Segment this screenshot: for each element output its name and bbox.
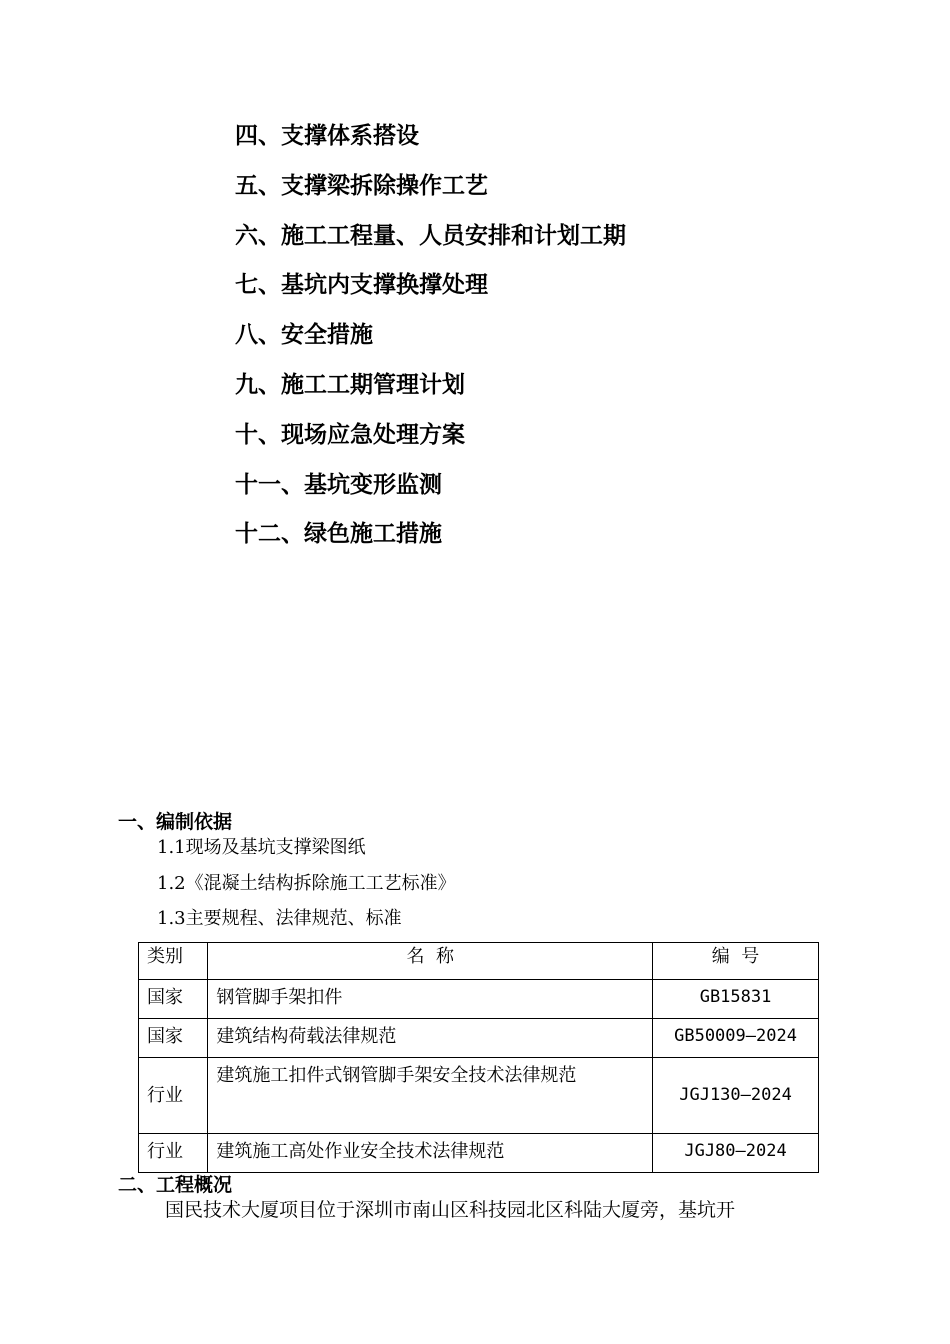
section-heading-basis: 一、编制依据 — [118, 811, 233, 833]
table-row — [139, 1134, 819, 1173]
table-row — [139, 980, 819, 1019]
table-row — [139, 1058, 819, 1134]
cell-name: 建筑施工高处作业安全技术法律规范 — [208, 1134, 653, 1173]
toc-item[interactable]: 八、安全措施 — [235, 322, 373, 349]
basis-item: 1.1现场及基坑支撑梁图纸 — [157, 837, 366, 858]
basis-item: 1.2《混凝土结构拆除施工工艺标准》 — [157, 873, 456, 894]
cell-category: 行业 — [139, 1058, 208, 1134]
toc-item[interactable]: 四、支撑体系搭设 — [235, 123, 419, 149]
cell-name: 建筑施工扣件式钢管脚手架安全技术法律规范 — [208, 1058, 653, 1134]
toc-item[interactable]: 七、基坑内支撑换撑处理 — [235, 272, 488, 299]
cell-category: 行业 — [139, 1134, 208, 1173]
table-of-contents — [235, 118, 626, 566]
cell-category: 国家 — [139, 1019, 208, 1058]
toc-item[interactable]: 十一、基坑变形监测 — [235, 471, 442, 498]
basis-item: 1.3主要规程、法律规范、标准 — [157, 908, 402, 929]
cell-name: 建筑结构荷载法律规范 — [208, 1019, 653, 1058]
toc-item[interactable]: 九、施工工期管理计划 — [235, 371, 465, 398]
toc-item[interactable]: 十二、绿色施工措施 — [235, 521, 442, 548]
table-row — [139, 1019, 819, 1058]
toc-item[interactable]: 十、现场应急处理方案 — [235, 421, 465, 448]
cell-code: GB15831 — [653, 980, 819, 1019]
cell-code: JGJ80—2024 — [653, 1134, 819, 1173]
toc-item[interactable]: 五、支撑梁拆除操作工艺 — [235, 172, 488, 199]
column-header-category: 类别 — [139, 943, 208, 980]
cell-code: JGJ130—2024 — [653, 1058, 819, 1134]
section-heading-overview: 二、工程概况 — [118, 1174, 233, 1196]
standards-table — [138, 942, 819, 1173]
cell-name: 钢管脚手架扣件 — [208, 980, 653, 1019]
cell-code: GB50009—2024 — [653, 1019, 819, 1058]
toc-item[interactable]: 六、施工工程量、人员安排和计划工期 — [235, 222, 626, 249]
column-header-name: 名 称 — [208, 943, 653, 980]
overview-paragraph: 国民技术大厦项目位于深圳市南山区科技园北区科陆大厦旁，基坑开 — [165, 1199, 736, 1221]
table-header-row — [139, 943, 819, 980]
column-header-code: 编 号 — [653, 943, 819, 980]
cell-category: 国家 — [139, 980, 208, 1019]
